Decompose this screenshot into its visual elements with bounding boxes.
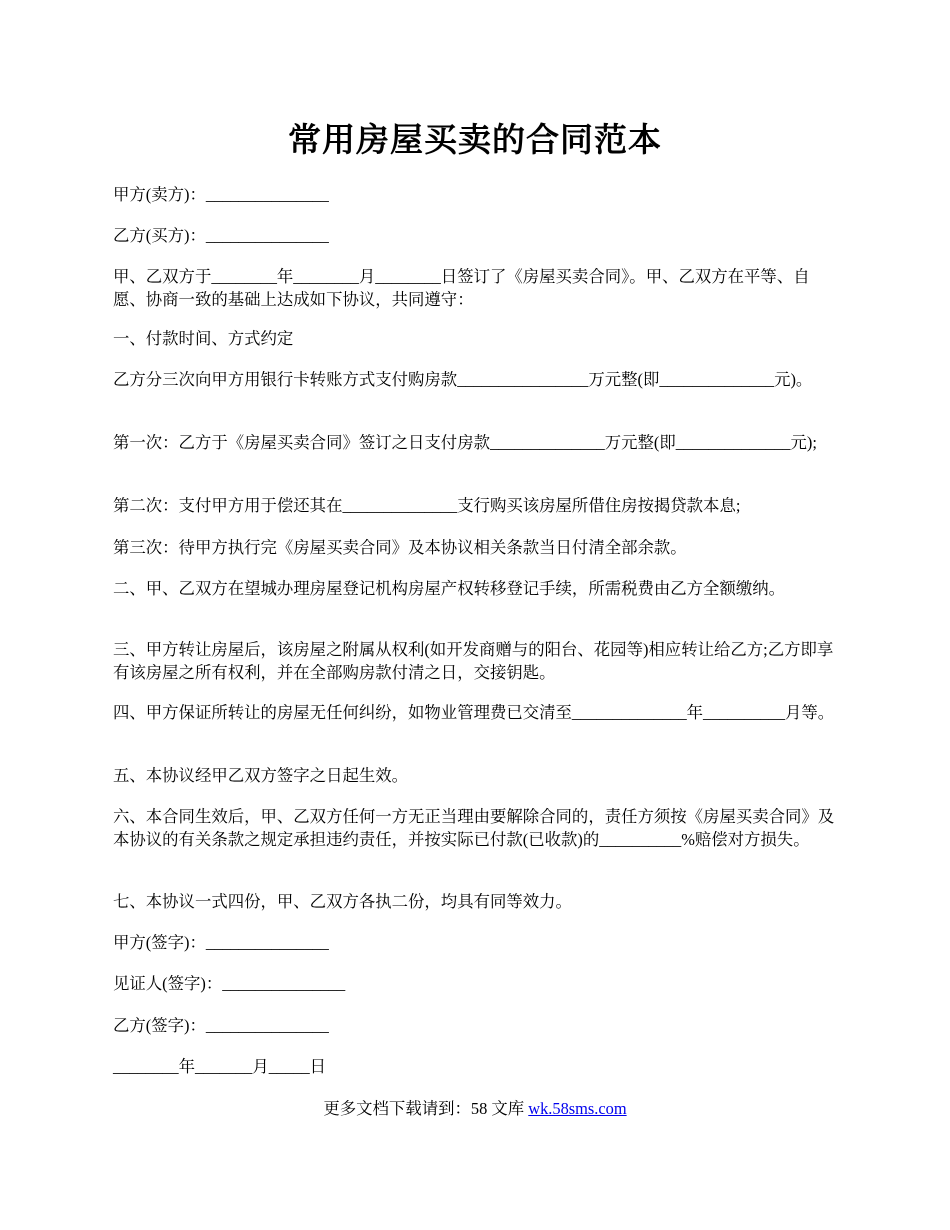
signature-date: ________年_______月_____日 <box>113 1057 327 1076</box>
payment-1: 第一次：乙方于《房屋买卖合同》签订之日支付房款______________万元整(即______________元); <box>113 433 817 452</box>
section-6: 六、本合同生效后，甲、乙双方任何一方无正当理由要解除合同的，责任方须按《房屋买卖合同》及本协议的有关条款之规定承担违约责任，并按实际已付款(已收款)的__________%赔偿对方损失。 <box>113 807 835 849</box>
intro-paragraph: 甲、乙双方于________年________月________日签订了《房屋买卖合同》。甲、乙双方在平等、自愿、协商一致的基础上达成如下协议，共同遵守： <box>113 267 810 309</box>
payment-3: 第三次：待甲方执行完《房屋买卖合同》及本协议相关条款当日付清全部余款。 <box>113 538 687 557</box>
footer <box>0 1095 950 1119</box>
signature-party-b: 乙方(签字)：_______________ <box>113 1016 329 1035</box>
section-1-body: 乙方分三次向甲方用银行卡转账方式支付购房款________________万元整(即______________元)。 <box>113 370 813 389</box>
document-title: 常用房屋买卖的合同范本 <box>288 120 662 159</box>
signature-party-a: 甲方(签字)：_______________ <box>113 933 329 952</box>
footer-link[interactable]: wk.58sms.com <box>528 1099 627 1118</box>
party-b-line: 乙方(买方)：_______________ <box>113 226 329 245</box>
payment-2: 第二次：支付甲方用于偿还其在______________支行购买该房屋所借住房按揭贷款本息; <box>113 496 741 515</box>
section-4: 四、甲方保证所转让的房屋无任何纠纷，如物业管理费已交清至______________年__________月等。 <box>113 703 835 722</box>
section-5: 五、本协议经甲乙双方签字之日起生效。 <box>113 766 409 785</box>
section-3: 三、甲方转让房屋后，该房屋之附属从权利(如开发商赠与的阳台、花园等)相应转让给乙方;乙方即享有该房屋之所有权利，并在全部购房款付清之日，交接钥匙。 <box>113 640 834 682</box>
section-1-title: 一、付款时间、方式约定 <box>113 329 294 348</box>
party-a-line: 甲方(卖方)：_______________ <box>113 185 329 204</box>
footer-text: 更多文档下载请到：58 文库 <box>323 1099 529 1118</box>
section-2: 二、甲、乙双方在望城办理房屋登记机构房屋产权转移登记手续，所需税费由乙方全额缴纳。 <box>113 579 786 598</box>
signature-witness: 见证人(签字)：_______________ <box>113 974 346 993</box>
section-7: 七、本协议一式四份，甲、乙双方各执二份，均具有同等效力。 <box>113 892 572 911</box>
